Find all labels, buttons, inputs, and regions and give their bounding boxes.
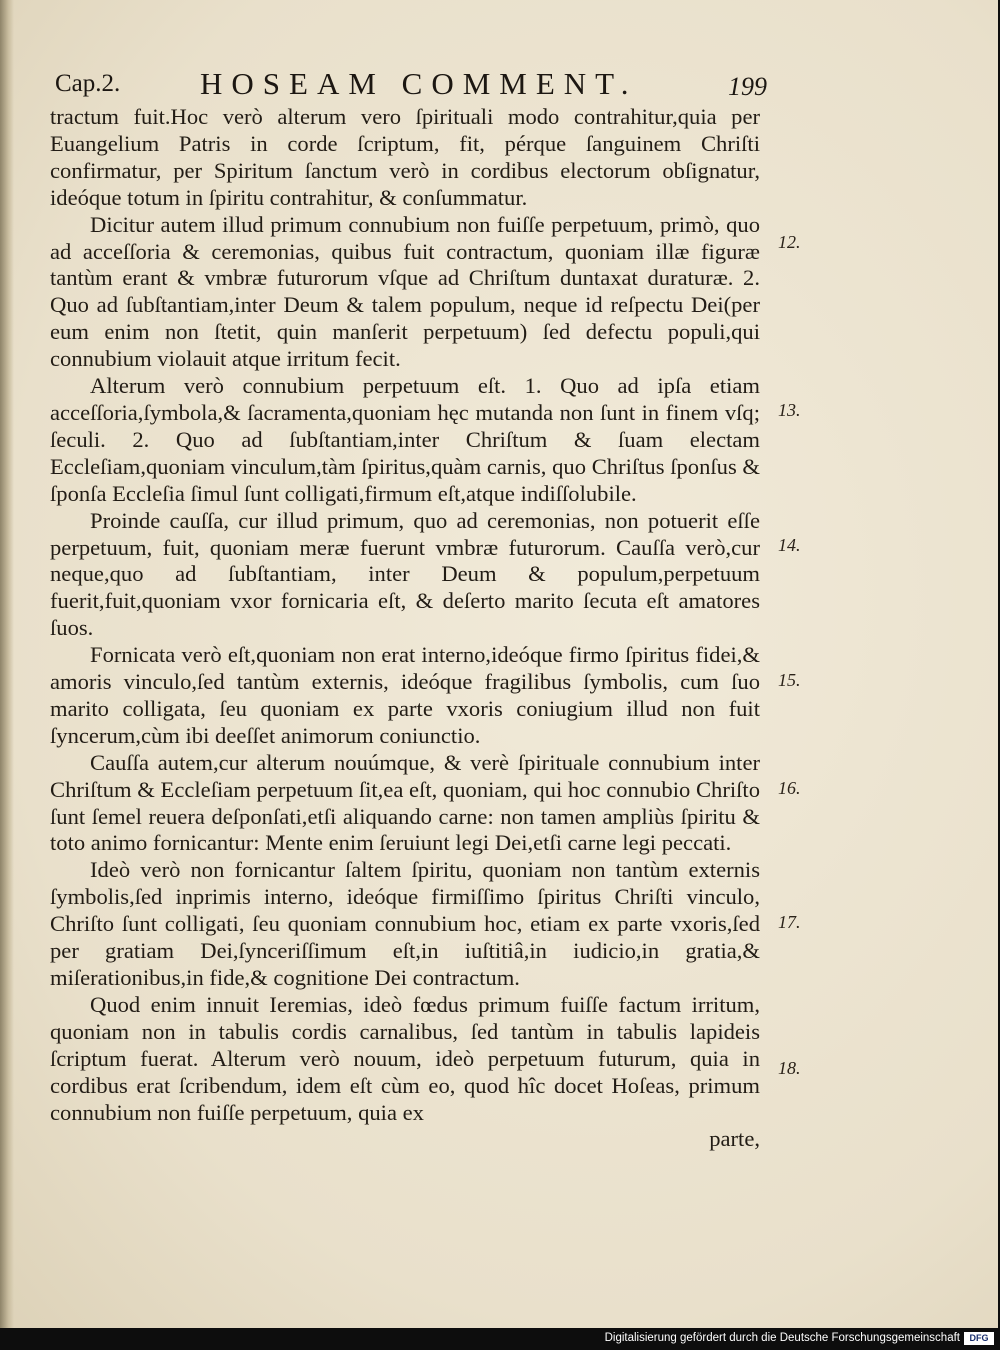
margin-note: 15.	[778, 670, 801, 690]
chapter-label: Cap.2.	[55, 70, 121, 97]
paragraph: Dicitur autem illud primum connubium non fuiſſe perpetuum, primò, quo ad acceſſoria & ceremonias, quibus fuit contractum, quoniam illæ figuræ tantùm erant & vmbræ futurorum vſque ad Chriſtum duntaxat duraturæ. 2. Quo ad ſubſtantiam,inter Deum & talem populum, neque id reſpectu Dei(per eum enim non ſtetit, quin manſerit perpetuum) ſed defectu populi,qui connubium violauit atque irritum fecit.	[50, 211, 760, 372]
margin-note: 16.	[778, 778, 801, 798]
paragraph: Cauſſa autem,cur alterum nouúmque, & verè ſpirituale connubium inter Chriſtum & Eccleſiam perpetuum ſit,ea eſt, quoniam, qui hoc connubio Chriſto ſunt ſemel reuera deſponſati,etſi aliquando carne: non tamen ampliùs ſpiritu & toto animo fornicantur: Mente enim ſeruiunt legi Dei,etſi carne legi peccati.	[50, 749, 760, 856]
footer-credit: Digitalisierung gefördert durch die Deutsche Forschungsgemeinschaft	[604, 1332, 960, 1344]
page-number: 199	[728, 72, 767, 101]
footer-bar	[0, 1328, 1000, 1350]
body-text	[50, 104, 760, 1153]
margin-note: 12.	[778, 232, 801, 252]
paragraph: Alterum verò connubium perpetuum eſt. 1. Quo ad ipſa etiam acceſſoria,ſymbola,& ſacramenta,quoniam hęc mutanda non ſunt in finem vſq; ſeculi. 2. Quo ad ſubſtantiam,inter Chriſtum & ſuam electam Eccleſiam,quoniam vinculum,tàm ſpiritus,quàm carnis, quo Chriſtus ſponſus & ſponſa Eccleſia ſimul ſunt colligati,firmum eſt,atque indiſſolubile.	[50, 373, 760, 506]
catchword: parte,	[709, 1126, 760, 1152]
paragraph: Proinde cauſſa, cur illud primum, quo ad ceremonias, non potuerit eſſe perpetuum, fuit, quoniam meræ fuerunt vmbræ futurorum. Cauſſa verò,cur neque,quo ad ſubſtantiam, inter Deum & populum,perpetuum fuerit,fuit,quoniam vxor fornicaria eſt, & deſerto marito ſecuta eſt amatores ſuos.	[50, 507, 760, 641]
margin-note: 13.	[778, 400, 801, 420]
margin-note: 14.	[778, 535, 801, 555]
paragraph: Fornicata verò eſt,quoniam non erat interno,ideóque firmo ſpiritus fidei,& amoris vinculo,ſed tantùm externis, ideóque fragilibus ſymbolis, cum ſuo marito colligata, ſeu quoniam ex parte vxoris coniugium illud non fuit ſyncerum,cùm ibi deeſſet animorum coniunctio.	[50, 642, 760, 748]
page-binding-edge	[0, 0, 14, 1328]
paragraph: Quod enim innuit Ieremias, ideò fœdus primum fuiſſe factum irritum, quoniam non in tabulis cordis carnalibus, ſed tantùm in tabulis lapideis ſcriptum fuerat. Alterum verò nouum, ideò perpetuum futurum, quia in cordibus erat ſcribendum, idem eſt cùm eo, quod hîc docet Hoſeas, primum connubium non fuiſſe perpetuum, quia ex	[50, 991, 760, 1125]
running-title: HOSEAM COMMENT.	[200, 66, 638, 101]
dfg-logo: DFG	[964, 1332, 994, 1345]
margin-note: 18.	[778, 1058, 801, 1078]
margin-note: 17.	[778, 912, 801, 932]
paragraph: tractum fuit.Hoc verò alterum vero ſpirituali modo contrahitur,quia per Euangelium Patris in corde ſcriptum, fit, pérque ſanguinem Chriſti confirmatur, per Spiritum ſanctum verò in cordibus electorum obſignatur, ideóque totum in ſpiritu contrahitur, & conſummatur.	[50, 104, 760, 210]
paragraph: Ideò verò non fornicantur ſaltem ſpiritu, quoniam non tantùm externis ſymbolis,ſed inprimis interno, ideóque firmiſſimo ſpiritus Chriſti vinculo, Chriſto ſunt colligati, ſeu quoniam connubium hoc, etiam ex parte vxoris,ſed per gratiam Dei,ſynceriſſimum eſt,in iuſtitiâ,in iudicio,in gratia,& miſerationibus,in fide,& cognitione Dei contractum.	[50, 857, 760, 990]
